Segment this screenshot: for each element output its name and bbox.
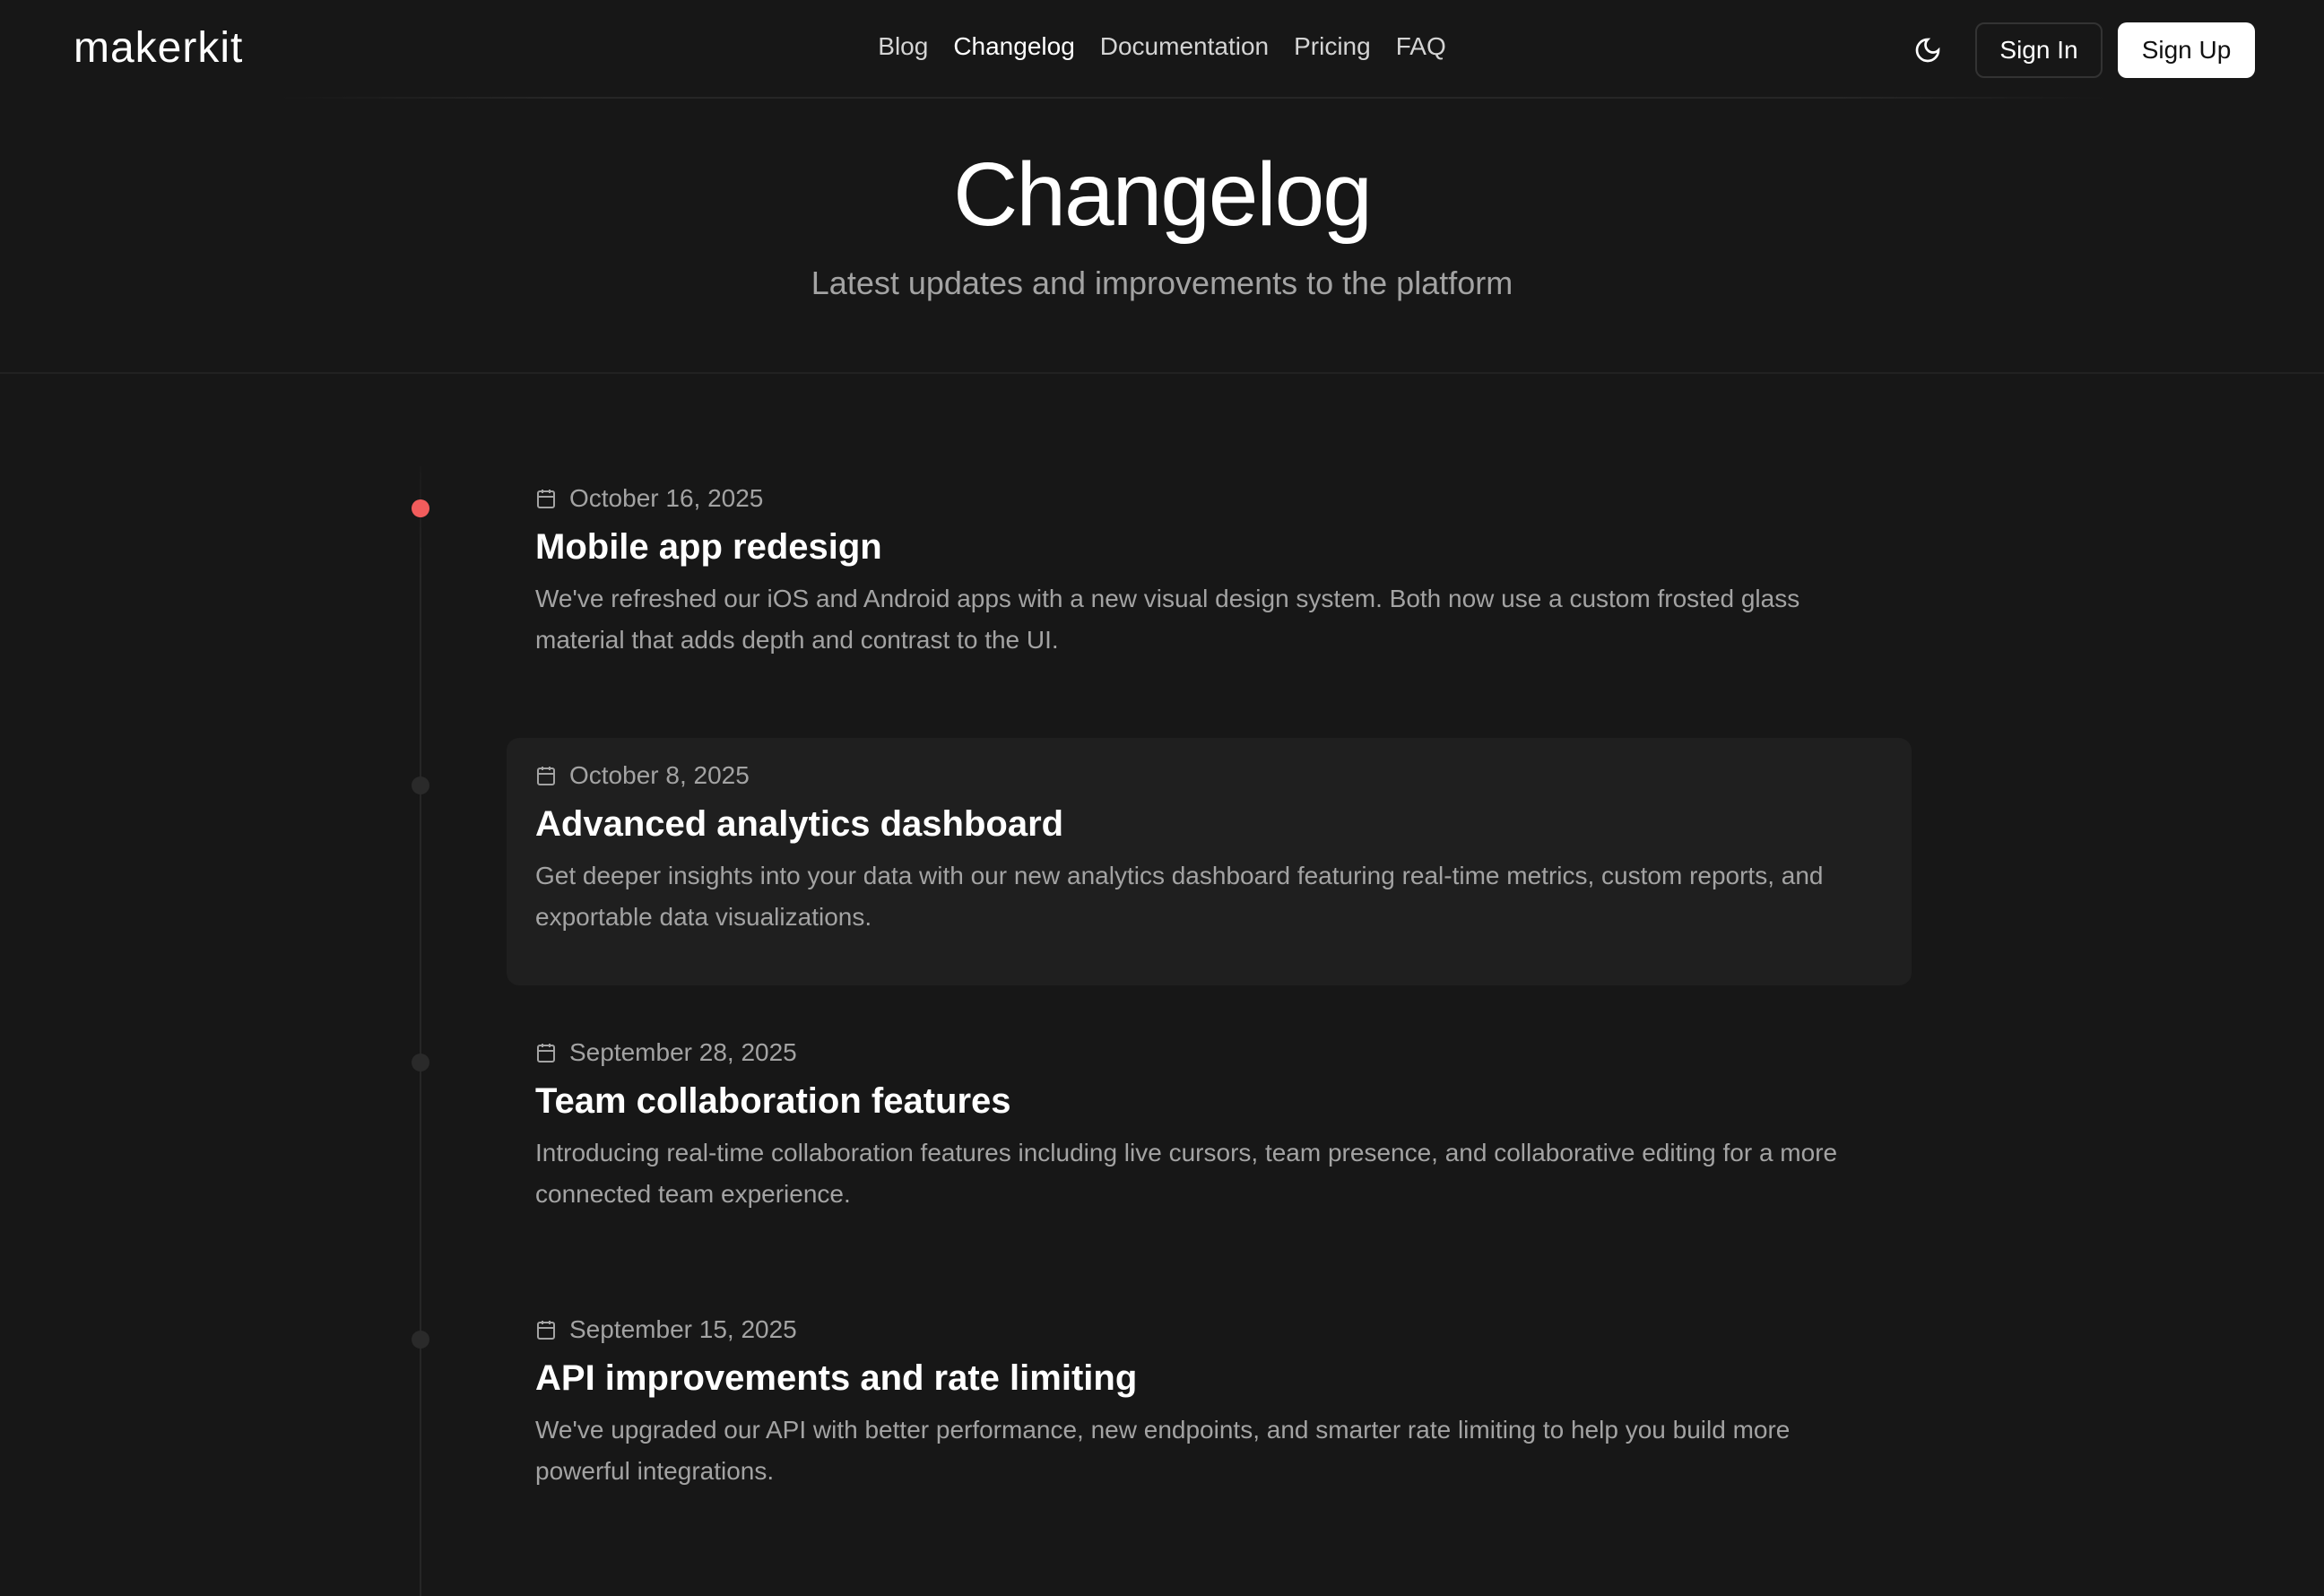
timeline-line (420, 466, 421, 1596)
entry-date: September 15, 2025 (569, 1315, 797, 1343)
calendar-icon (535, 765, 557, 786)
entry-description: We've refreshed our iOS and Android apps with a new visual design system. Both now use a custom frosted glass material that adds depth and contrast to the UI. (535, 585, 1800, 654)
entry-title[interactable]: Advanced analytics dashboard (535, 804, 1064, 844)
sign-in-button[interactable]: Sign In (1975, 22, 2103, 78)
calendar-icon (535, 1042, 557, 1063)
nav-link-documentation[interactable]: Documentation (1099, 32, 1270, 60)
nav-link-pricing[interactable]: Pricing (1294, 32, 1371, 60)
page-title: Changelog (953, 144, 1371, 245)
changelog-entry[interactable] (507, 1292, 1912, 1540)
calendar-icon (535, 488, 557, 509)
page-subtitle: Latest updates and improvements to the platform (811, 265, 1513, 301)
entry-date: October 16, 2025 (569, 484, 764, 512)
timeline-dot-active (412, 499, 429, 517)
entry-date: September 28, 2025 (569, 1038, 797, 1066)
timeline-dot (412, 1054, 429, 1071)
entry-title[interactable]: Mobile app redesign (535, 527, 882, 567)
entry-title[interactable]: API improvements and rate limiting (535, 1358, 1138, 1398)
changelog-entry[interactable] (507, 461, 1912, 708)
moon-icon[interactable] (1913, 36, 1942, 65)
calendar-icon (535, 1319, 557, 1340)
sign-up-button[interactable]: Sign Up (2118, 22, 2255, 78)
timeline-dot (412, 1331, 429, 1349)
entry-description: Get deeper insights into your data with our new analytics dashboard featuring real-time metrics, custom reports, and exportable data visualizations. (535, 862, 1824, 931)
entry-description: We've upgraded our API with better performance, new endpoints, and smarter rate limiting to help you build more powerful integrations. (535, 1416, 1791, 1485)
entry-date: October 8, 2025 (569, 761, 750, 789)
timeline-dot (412, 776, 429, 794)
top-nav (0, 0, 2324, 99)
divider (0, 372, 2324, 374)
page-header (0, 143, 2324, 302)
changelog-entry[interactable] (507, 738, 1912, 985)
nav-link-changelog[interactable]: Changelog (953, 32, 1075, 60)
changelog-entry[interactable] (507, 1015, 1912, 1262)
entry-title[interactable]: Team collaboration features (535, 1081, 1011, 1121)
nav-link-blog[interactable]: Blog (878, 32, 929, 60)
logo[interactable]: makerkit (74, 24, 244, 72)
nav-link-faq[interactable]: FAQ (1395, 32, 1446, 60)
entry-description: Introducing real-time collaboration features including live cursors, team presence, and collaborative editing for a more connected team experience. (535, 1139, 1838, 1208)
